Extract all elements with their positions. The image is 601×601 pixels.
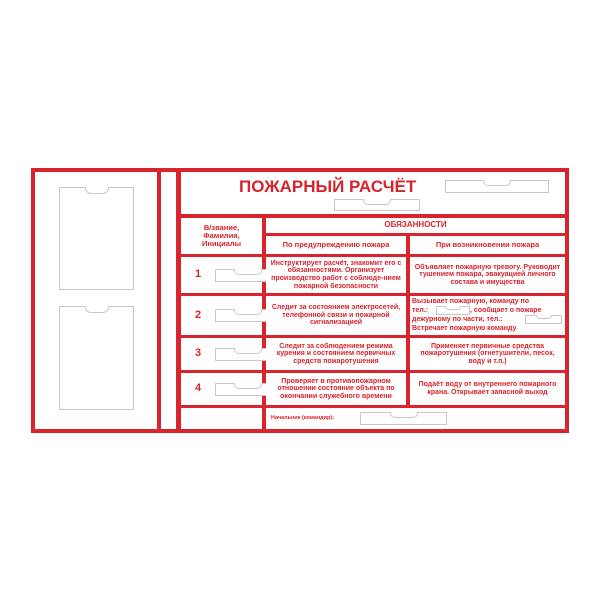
row-number: 3 bbox=[194, 347, 202, 360]
table-row bbox=[181, 373, 262, 405]
row-number: 4 bbox=[194, 382, 202, 395]
duty-on-fire-line-1: Вызывает пожарную, команду по bbox=[412, 298, 530, 306]
table-row bbox=[181, 296, 262, 335]
column-header-on-fire: При возникновении пожара bbox=[435, 239, 540, 249]
title-slot-under bbox=[334, 199, 420, 211]
duty-on-fire: Применяет первичные средства пожаротушения (огнетушители, песок, воду и т.п.) bbox=[420, 342, 555, 365]
duty-prevention: Проверяет в противопожарном отношении состояние объекта по окончании служебного времени bbox=[277, 377, 395, 400]
phone-slot-fire-service bbox=[436, 306, 470, 315]
photo-pocket-bottom bbox=[59, 306, 134, 410]
title-slot-right bbox=[445, 180, 549, 193]
title-area bbox=[181, 172, 565, 214]
row-number: 1 bbox=[194, 268, 202, 281]
duty-prevention: Следит за соблюдением режима курения и состоянием первичных средств пожаротушения bbox=[276, 342, 396, 365]
column-header-prevention: По предупреждению пожара bbox=[282, 239, 390, 249]
duty-on-fire: Подаёт воду от внутреннего пожарного крана. Открывает запасной выход bbox=[418, 381, 557, 396]
chief-name-slot bbox=[360, 412, 447, 425]
duty-on-fire: Объявляет пожарную тревогу. Руководит тушением пожара, эвакуацией личного состава и имущества bbox=[414, 263, 561, 286]
duty-on-fire-line-2: , сообщает о пожаре bbox=[470, 307, 542, 315]
table-row bbox=[181, 257, 262, 293]
photo-panel bbox=[35, 172, 157, 429]
duty-prevention: Следит за состоянием электросетей, телефонной связи и пожарной сигнализацией bbox=[271, 304, 401, 327]
phone-slot-duty-officer bbox=[525, 315, 562, 324]
duty-on-fire-line-3: дежурному по части, тел.: bbox=[412, 316, 503, 324]
duty-prevention: Инструктирует расчёт, знакомит его с обязанностями. Организует производство работ с соблюде-нием пожарной безопасности bbox=[270, 259, 402, 290]
chief-label: Начальник (командир): bbox=[271, 414, 335, 421]
photo-pocket-top bbox=[59, 187, 134, 290]
duty-on-fire-tel-label: тел.: bbox=[412, 307, 429, 315]
column-header-rank-name: В/звание, Фамилия, Инициалы bbox=[201, 222, 242, 249]
fire-crew-board bbox=[31, 168, 569, 433]
row-number: 2 bbox=[194, 308, 202, 321]
footer-chief-row bbox=[266, 408, 565, 429]
table-row bbox=[181, 338, 262, 370]
column-header-duties: ОБЯЗАННОСТИ bbox=[384, 220, 447, 230]
duty-on-fire-line-4: Встречает пожарную команду bbox=[412, 325, 517, 333]
page-title: ПОЖАРНЫЙ РАСЧЁТ bbox=[239, 176, 417, 196]
